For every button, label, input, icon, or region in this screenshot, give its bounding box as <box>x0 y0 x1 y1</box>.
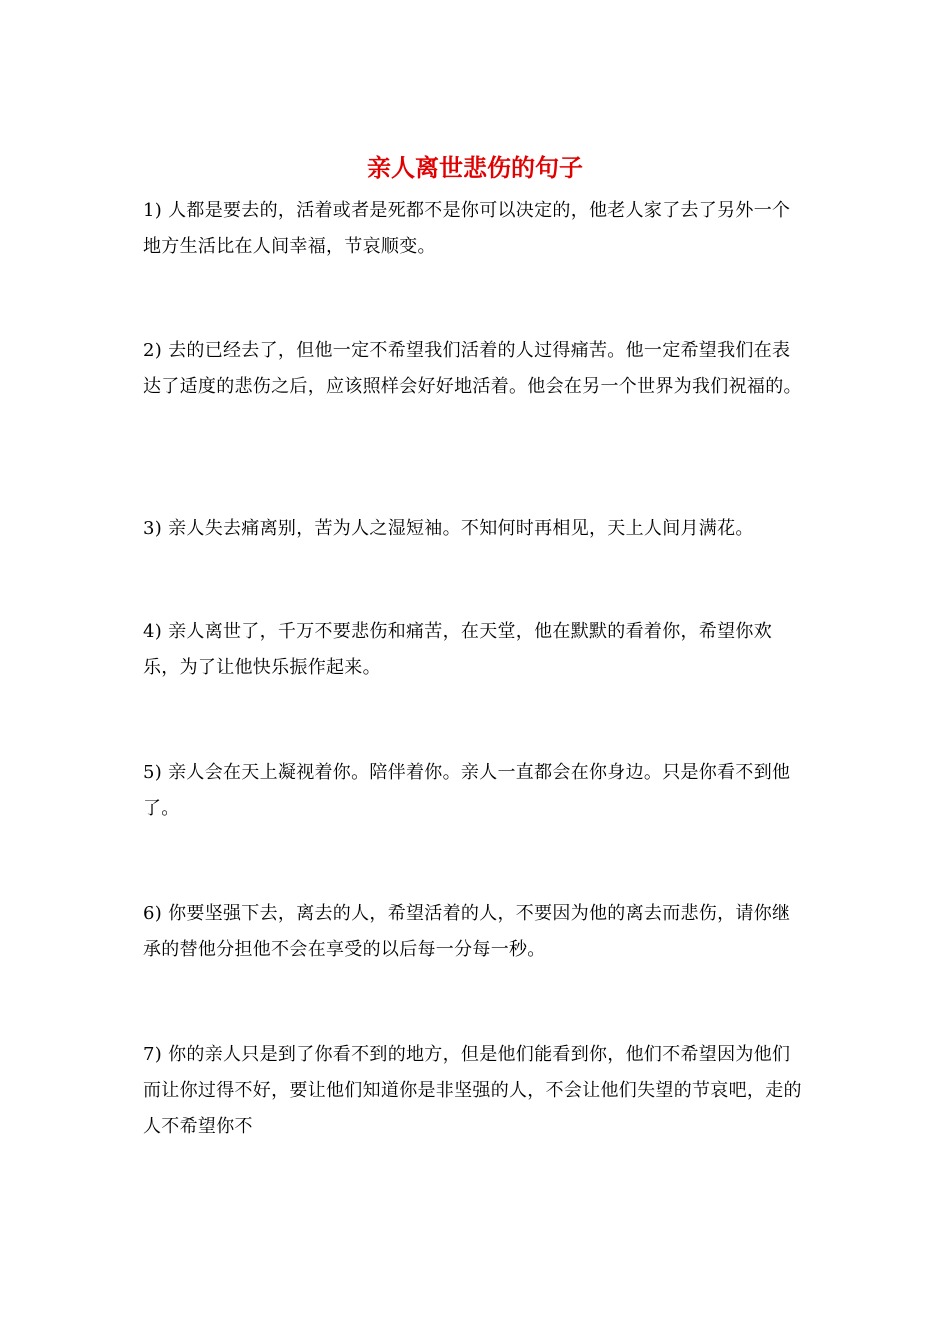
paragraph-3: 3) 亲人失去痛离别，苦为人之湿短袖。不知何时再相见，天上人间月满花。 <box>143 518 754 539</box>
paragraph-1: 1) 人都是要去的，活着或者是死都不是你可以决定的，他老人家了去了另外一个地方生活比在人间幸福，节哀顺变。 <box>143 200 791 257</box>
paragraph-5: 5) 亲人会在天上凝视着你。陪伴着你。亲人一直都会在你身边。只是你看不到他了。 <box>143 762 791 819</box>
document-title: 亲人离世悲伤的句子 <box>367 153 583 182</box>
paragraph-7: 7) 你的亲人只是到了你看不到的地方，但是他们能看到你，他们不希望因为他们而让你过得不好，要让他们知道你是非坚强的人，不会让他们失望的节哀吧，走的人不希望你不 <box>143 1044 802 1137</box>
paragraph-2: 2) 去的已经去了，但他一定不希望我们活着的人过得痛苦。他一定希望我们在表达了适度的悲伤之后，应该照样会好好地活着。他会在另一个世界为我们祝福的。 <box>143 340 802 397</box>
paragraph-6: 6) 你要坚强下去，离去的人，希望活着的人，不要因为他的离去而悲伤，请你继承的替他分担他不会在享受的以后每一分每一秒。 <box>143 903 791 960</box>
paragraph-4: 4) 亲人离世了，千万不要悲伤和痛苦，在天堂，他在默默的看着你，希望你欢乐，为了让他快乐振作起来。 <box>143 621 772 678</box>
